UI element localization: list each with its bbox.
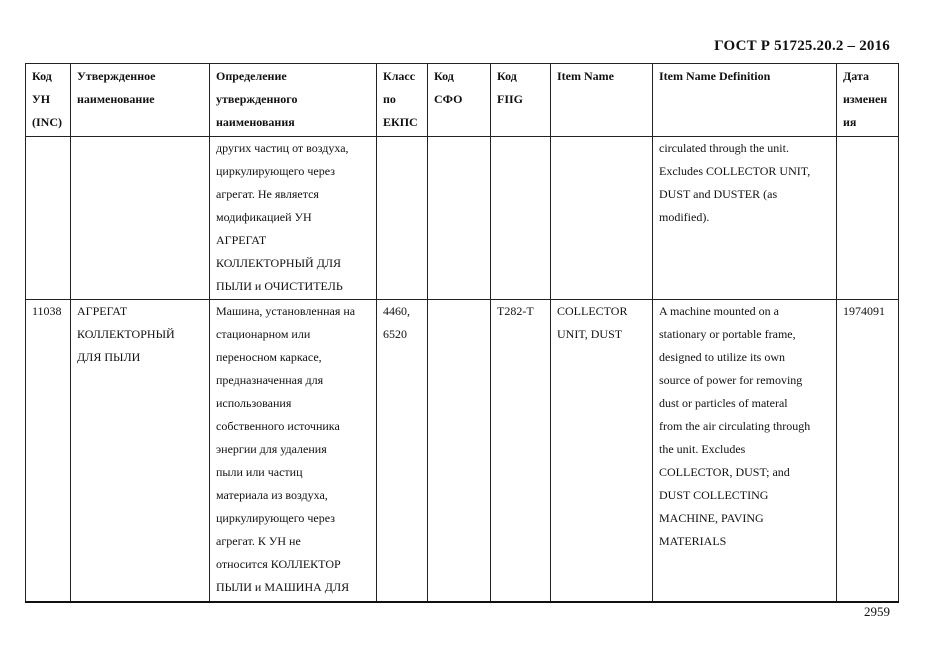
col-header-class: Класс по ЕКПС <box>377 64 428 137</box>
col-header-approved-name: Утвержденное наименование <box>71 64 210 137</box>
cell-change-date: 1974091 <box>837 300 899 602</box>
cell-code <box>26 137 71 300</box>
cell-item-name: COLLECTOR UNIT, DUST <box>551 300 653 602</box>
cell-change-date <box>837 137 899 300</box>
document-code: ГОСТ Р 51725.20.2 – 2016 <box>714 38 890 54</box>
cell-approved-name: АГРЕГАТ КОЛЛЕКТОРНЫЙ ДЛЯ ПЫЛИ <box>71 300 210 602</box>
cell-definition: других частиц от воздуха, циркулирующего через агрегат. Не является модификацией УН АГРЕГАТ КОЛЛЕКТОРНЫЙ ДЛЯ ПЫЛИ и ОЧИСТИТЕЛЬ <box>210 137 377 300</box>
col-header-sfo: Код СФО <box>428 64 491 137</box>
col-header-item-name: Item Name <box>551 64 653 137</box>
cell-code: 11038 <box>26 300 71 602</box>
col-header-item-name-definition: Item Name Definition <box>653 64 837 137</box>
col-header-definition: Определение утвержденного наименования <box>210 64 377 137</box>
cell-definition: Машина, установленная на стационарном или переносном каркасе, предназначенная для использования собственного источника энергии для удаления пыли или частиц материала из воздуха, циркулирующего через агрегат. К УН не относится КОЛЛЕКТОР ПЫЛИ и МАШИНА ДЛЯ <box>210 300 377 602</box>
cell-class <box>377 137 428 300</box>
col-header-code: Код УН (INC) <box>26 64 71 137</box>
col-header-fiig: Код FIIG <box>491 64 551 137</box>
table-header-row <box>26 64 899 137</box>
table-row <box>26 137 899 300</box>
cell-sfo <box>428 300 491 602</box>
cell-item-name-definition: circulated through the unit. Excludes COLLECTOR UNIT, DUST and DUSTER (as modified). <box>653 137 837 300</box>
cell-fiig <box>491 137 551 300</box>
cell-item-name-definition: A machine mounted on a stationary or portable frame, designed to utilize its own source of power for removing dust or particles of materal from the air circulating through the unit. Excludes COLLECTOR, DUST; and DUST COLLECTING MACHINE, PAVING MATERIALS <box>653 300 837 602</box>
col-header-change-date: Дата изменен ия <box>837 64 899 137</box>
page-number: 2959 <box>864 604 890 619</box>
cell-approved-name <box>71 137 210 300</box>
cell-class: 4460, 6520 <box>377 300 428 602</box>
cell-fiig: T282-T <box>491 300 551 602</box>
table-row <box>26 300 899 602</box>
standard-table <box>25 63 899 603</box>
cell-sfo <box>428 137 491 300</box>
cell-item-name <box>551 137 653 300</box>
